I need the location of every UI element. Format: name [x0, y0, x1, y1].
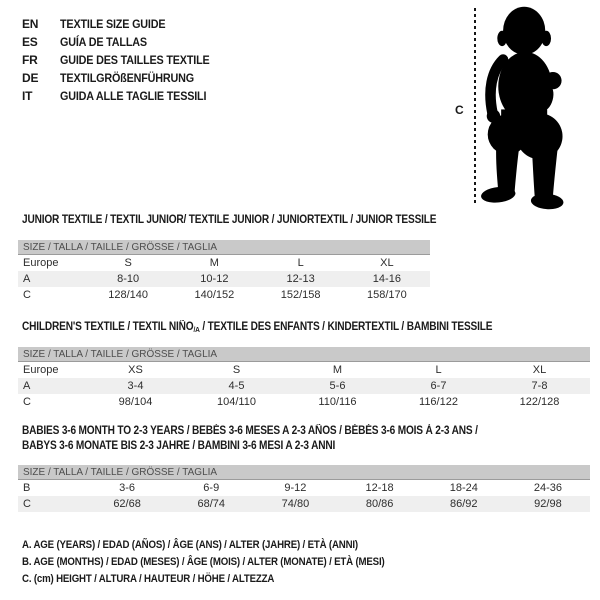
- height-cell: 110/116: [318, 396, 357, 408]
- junior-section-title: JUNIOR TEXTILE / TEXTIL JUNIOR/ TEXTILE JUNIOR / JUNIORTEXTIL / JUNIOR TESSILE: [22, 214, 437, 226]
- height-cell: 152/158: [280, 289, 321, 301]
- row-label: C: [23, 498, 31, 510]
- babies-size-table: [18, 465, 590, 512]
- baby-silhouette-icon: [480, 2, 576, 213]
- size-cell: XL: [380, 257, 394, 269]
- height-dashed-line: [474, 8, 476, 206]
- table-row: [18, 480, 590, 496]
- language-row-es: [22, 33, 226, 51]
- table-row: [18, 271, 430, 287]
- age-cell: 6-7: [430, 380, 447, 392]
- height-cell: 122/128: [519, 396, 560, 408]
- language-label: GUIDE DES TAILLES TEXTILE: [60, 53, 210, 67]
- junior-size-table: [18, 240, 430, 303]
- height-cell: 158/170: [366, 289, 407, 301]
- height-cell: 128/140: [108, 289, 148, 301]
- age-cell: 6-9: [203, 482, 220, 494]
- age-cell: 3-6: [119, 482, 136, 494]
- table-row: [18, 362, 590, 378]
- size-cell: M: [332, 364, 343, 376]
- babies-section-title-line1: BABIES 3-6 MONTH TO 2-3 YEARS / BEBÉS 3-6 MESES A 2-3 AÑOS / BÉBÉS 3-6 MOIS À 2-3 ANS /: [22, 425, 478, 437]
- size-header-label: SIZE / TALLA / TAILLE / GRÖSSE / TAGLIA: [23, 466, 218, 478]
- language-code: IT: [22, 89, 33, 103]
- size-cell: S: [232, 364, 241, 376]
- size-header-label: SIZE / TALLA / TAILLE / GRÖSSE / TAGLIA: [23, 348, 218, 360]
- height-cell: 62/68: [113, 498, 141, 510]
- age-cell: 24-36: [533, 482, 563, 494]
- language-code: EN: [22, 17, 39, 31]
- age-cell: 9-12: [284, 482, 307, 494]
- age-cell: 4-5: [228, 380, 245, 392]
- size-cell: M: [209, 257, 219, 269]
- language-label: GUIDA ALLE TAGLIE TESSILI: [60, 89, 207, 103]
- height-cell: 86/92: [450, 498, 478, 510]
- row-label: A: [23, 380, 31, 392]
- size-header-label: SIZE / TALLA / TAILLE / GRÖSSE / TAGLIA: [23, 241, 218, 253]
- age-cell: 12-18: [365, 482, 394, 494]
- row-label: B: [23, 482, 31, 494]
- height-cell: 80/86: [365, 498, 394, 510]
- height-cell: 140/152: [194, 289, 235, 301]
- size-cell: L: [435, 364, 442, 376]
- height-cell: 98/104: [118, 396, 153, 408]
- table-row: [18, 394, 590, 410]
- size-header-row: [18, 465, 590, 480]
- table-row: [18, 287, 430, 303]
- row-label: A: [23, 273, 31, 285]
- footnote-b: B. AGE (MONTHS) / EDAD (MESES) / ÂGE (MOIS) / ALTER (MONATE) / ETÀ (MESI): [22, 556, 385, 568]
- legend-footnotes: [22, 537, 434, 588]
- language-code: FR: [22, 53, 38, 67]
- height-cell: 92/98: [534, 498, 562, 510]
- language-code: ES: [22, 35, 38, 49]
- row-label: C: [23, 396, 31, 408]
- table-row: [18, 496, 590, 512]
- language-title-list: [22, 15, 226, 105]
- age-cell: 10-12: [200, 273, 229, 285]
- language-row-fr: [22, 51, 226, 69]
- age-cell: 12-13: [286, 273, 315, 285]
- size-header-row: [18, 240, 430, 255]
- size-cell: L: [297, 257, 304, 269]
- size-cell: XS: [128, 364, 143, 376]
- language-label: TEXTILGRÖßENFÜHRUNG: [60, 71, 194, 85]
- size-cell: XL: [532, 364, 547, 376]
- age-cell: 7-8: [531, 380, 548, 392]
- size-cell: S: [124, 257, 132, 269]
- children-title-subscript: /A: [193, 325, 200, 334]
- language-row-it: [22, 87, 226, 105]
- age-cell: 3-4: [127, 380, 144, 392]
- size-header-row: [18, 347, 590, 362]
- height-cell: 104/110: [217, 396, 256, 408]
- children-title-pre: CHILDREN'S TEXTILE / TEXTIL NIÑO: [22, 321, 194, 333]
- children-size-table: [18, 347, 590, 410]
- height-measure-label: C: [455, 103, 464, 117]
- row-label: Europe: [23, 257, 59, 269]
- language-code: DE: [22, 71, 39, 85]
- table-row: [18, 255, 430, 271]
- age-cell: 14-16: [372, 273, 401, 285]
- children-title-post: / TEXTILE DES ENFANTS / KINDERTEXTIL / BAMBINI TESSILE: [199, 321, 493, 333]
- children-section-title: [22, 320, 492, 337]
- footnote-a: A. AGE (YEARS) / EDAD (AÑOS) / ÂGE (ANS) / ALTER (JAHRE) / ETÀ (ANNI): [22, 539, 358, 551]
- language-row-de: [22, 69, 226, 87]
- babies-section-title-line2: BABYS 3-6 MONATE BIS 2-3 JAHRE / BAMBINI 3-6 MESI A 2-3 ANNI: [22, 440, 336, 452]
- height-cell: 116/122: [419, 396, 458, 408]
- language-label: TEXTILE SIZE GUIDE: [60, 17, 166, 31]
- row-label: C: [23, 289, 31, 301]
- row-label: Europe: [23, 364, 59, 376]
- table-row: [18, 378, 590, 394]
- footnote-c: C. (cm) HEIGHT / ALTURA / HAUTEUR / HÖHE / ALTEZZA: [22, 573, 275, 585]
- language-row-en: [22, 15, 226, 33]
- age-cell: 5-6: [329, 380, 346, 392]
- age-cell: 18-24: [449, 482, 478, 494]
- age-cell: 8-10: [117, 273, 140, 285]
- language-label: GUÍA DE TALLAS: [60, 35, 147, 49]
- height-cell: 68/74: [197, 498, 226, 510]
- height-cell: 74/80: [281, 498, 310, 510]
